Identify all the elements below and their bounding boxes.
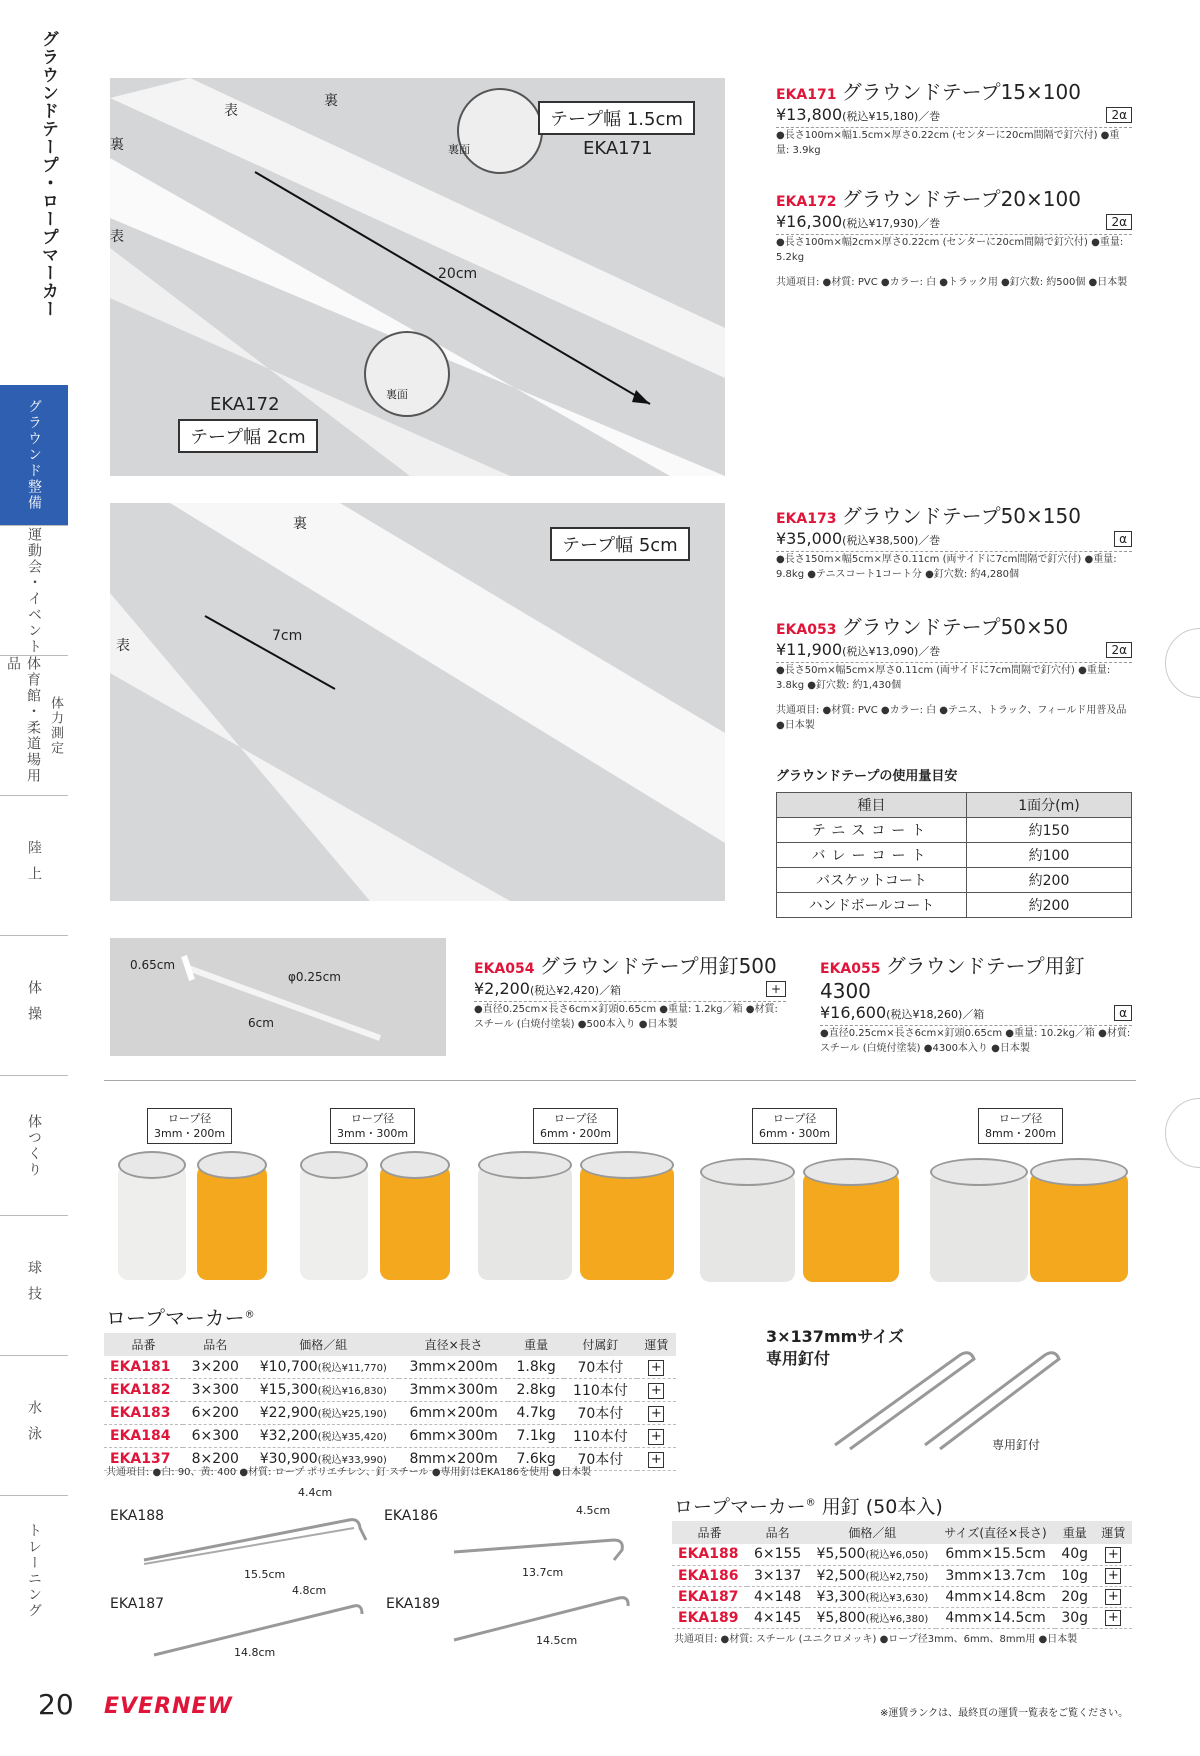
table-row: バスケットコート 約200	[777, 868, 1132, 893]
shipping-rank: 2α	[1106, 214, 1132, 230]
peg-code: EKA188	[110, 1508, 165, 1524]
hole-spacing: 20cm	[438, 266, 478, 282]
shipping-rank: +	[766, 981, 786, 997]
shipping-rank: α	[1114, 531, 1132, 547]
front-label-a: 表	[224, 103, 238, 119]
product-spec: ●長さ50m×幅5cm×厚さ0.11cm (両サイドに7cm間隔で釘穴付) ●重量: 3.8kg ●釘穴数: 約1,430個	[776, 665, 1111, 691]
price: ¥11,900	[776, 640, 843, 659]
price-unit: ／巻	[918, 110, 941, 123]
price: ¥16,300	[776, 212, 843, 231]
footer-note: ※運賃ランクは、最終頁の運賃一覧表をご覧ください。	[880, 1708, 1129, 1719]
tape-width-a: テープ幅 1.5cm	[538, 101, 695, 135]
peg-table-title: ロープマーカー® 用釘 (50本入)	[674, 1496, 943, 1518]
rope-marker-title: ロープマーカー®	[106, 1306, 255, 1330]
tab-gymnastics[interactable]: 体操	[0, 935, 68, 1075]
table-row: バレーコート 約100	[777, 843, 1132, 868]
product-spec: ●長さ100m×幅2cm×厚さ0.22cm (センターに20cm間隔で釘穴付) ●重量: 5.2kg	[776, 237, 1124, 263]
tab-ball[interactable]: 球技	[0, 1215, 68, 1355]
product-name: グラウンドテープ50×50	[841, 615, 1069, 639]
rope-spool-white	[478, 1165, 572, 1280]
product-spec: ●直径0.25cm×長さ6cm×釘頭0.65cm ●重量: 10.2kg／箱 ●材質: スチール (白焼付塗装) ●4300本入り ●日本製	[820, 1028, 1131, 1054]
back-label-a: 裏	[324, 93, 338, 109]
price-unit: ／巻	[918, 217, 941, 230]
product-spec: ●長さ150m×幅5cm×厚さ0.11cm (両サイドに7cm間隔で釘穴付) ●重量: 9.8kg ●テニスコート1コート分 ●釘穴数: 約4,280個	[776, 554, 1117, 580]
product-eka054	[474, 950, 786, 1032]
peg-dim: 4.5cm	[576, 1504, 611, 1517]
product-spec: ●直径0.25cm×長さ6cm×釘頭0.65cm ●重量: 1.2kg／箱 ●材質: スチール (白焼付塗装) ●500本入り ●日本製	[474, 1004, 778, 1030]
shipping-plus-icon: +	[1105, 1610, 1121, 1626]
back-label-b: 裏	[110, 137, 124, 153]
hole-spacing-c: 7cm	[272, 628, 303, 644]
table-row: EKA181 3×200 ¥10,700(税込¥11,770) 3mm×200m 1.8kg 70本付 +	[104, 1356, 676, 1379]
table-row: EKA187 4×148 ¥3,300(税込¥3,630) 4mm×14.8cm 20g +	[672, 1586, 1132, 1607]
tab-track[interactable]: 陸上	[0, 795, 68, 935]
rope-spool-yellow	[197, 1165, 267, 1280]
shipping-plus-icon: +	[1105, 1589, 1121, 1605]
table-row: ハンドボールコート 約200	[777, 893, 1132, 918]
product-eka171	[776, 76, 1132, 158]
special-nail-note: 3×137mmサイズ 専用釘付	[766, 1327, 905, 1368]
divider	[104, 1080, 1136, 1081]
product-code: EKA171	[776, 87, 837, 103]
tape-photo-2	[110, 503, 725, 901]
tab-ground[interactable]: グラウンド整備	[0, 385, 68, 525]
table-row: テニスコート 約150	[777, 818, 1132, 843]
rope-spool-white	[300, 1165, 368, 1280]
price-tax: (税込¥2,420)	[529, 984, 600, 997]
rope-spool-yellow	[803, 1172, 899, 1282]
peg-code: EKA187	[110, 1596, 165, 1612]
tab-training[interactable]: トレーニング	[0, 1495, 68, 1645]
product-eka173	[776, 500, 1132, 582]
rope-label-1: ロープ径 3mm・200m	[147, 1108, 232, 1144]
shipping-plus-icon: +	[648, 1452, 664, 1468]
shipping-plus-icon: +	[648, 1429, 664, 1445]
price-tax: (税込¥18,260)	[886, 1008, 963, 1021]
tab-body[interactable]: 体つくり	[0, 1075, 68, 1215]
nail-head-dim: 0.65cm	[130, 958, 176, 972]
shipping-rank: 2α	[1106, 107, 1132, 123]
shipping-plus-icon: +	[648, 1360, 664, 1376]
price-unit: ／箱	[962, 1008, 985, 1021]
table-row: EKA137 8×200 ¥30,900(税込¥33,990) 8mm×200m 7.6kg 70本付 +	[104, 1448, 676, 1471]
product-spec: ●長さ100m×幅1.5cm×厚さ0.22cm (センターに20cm間隔で釘穴付) ●重量: 3.9kg	[776, 130, 1120, 156]
table-row: EKA184 6×300 ¥32,200(税込¥35,420) 6mm×300m 7.1kg 110本付 +	[104, 1425, 676, 1448]
tab-gym[interactable]: 体育館・柔道場用品 体力測定	[0, 655, 68, 795]
rope-common-spec: 共通項目: ●白: 90、黄: 400 ●材質: ロープ ポリエチレン、釘 スチール ●専用釘はEKA186を使用 ●日本製	[106, 1467, 592, 1478]
rope-label-2: ロープ径 3mm・300m	[330, 1108, 415, 1144]
price-tax: (税込¥15,180)	[842, 110, 919, 123]
usage-table: 種目 1面分(m) テニスコート 約150 バレーコート 約100 バスケットコート 約200 ハンドボールコート 約200	[776, 792, 1132, 918]
shipping-rank: α	[1114, 1005, 1132, 1021]
front-label-b: 表	[110, 229, 124, 245]
rope-label-4: ロープ径 6mm・300m	[752, 1108, 837, 1144]
nail-diameter-dim: φ0.25cm	[288, 970, 341, 984]
rope-marker-table: 品番 品名 価格／組 直径×長さ 重量 付属釘 運賃 EKA181 3×200 ¥10,700(税込¥11,770) 3mm×200m 1.8kg 70本付 + EKA182 3×300 ¥15,300(税込¥16,830) 3mm×300m 2.8kg 110本付 + EKA183 6×200 ¥22,900(税込¥25,190) 6mm×200m 4.7kg 70本付 + EKA184 6×300 ¥32,200(税込¥35,420) 6mm×300m 7.1kg 110本付 + EKA137 8×200 ¥30,900(税込¥33,990) 8mm×200m 7.6kg 70本付 +	[104, 1333, 676, 1471]
back-face-a: 裏面	[448, 143, 470, 156]
table-row: EKA186 3×137 ¥2,500(税込¥2,750) 3mm×13.7cm 10g +	[672, 1565, 1132, 1586]
tape-illustration	[110, 503, 725, 901]
tape-width-b: テープ幅 2cm	[178, 419, 318, 453]
peg-dim: 4.8cm	[292, 1584, 327, 1597]
tape-code-b: EKA172	[210, 394, 280, 415]
nail-length-dim: 6cm	[248, 1016, 274, 1030]
price: ¥13,800	[776, 105, 843, 124]
nail-illustration	[110, 938, 446, 1056]
table-row: EKA189 4×145 ¥5,800(税込¥6,380) 4mm×14.5cm 30g +	[672, 1607, 1132, 1628]
binder-hole	[1165, 1098, 1200, 1168]
peg-code: EKA186	[384, 1508, 439, 1524]
rope-spool-white	[930, 1172, 1028, 1282]
shipping-plus-icon: +	[648, 1406, 664, 1422]
product-code: EKA172	[776, 194, 837, 210]
nail-photo	[110, 938, 446, 1056]
brand-logo: EVERNEW	[104, 1694, 233, 1719]
peg-code: EKA189	[386, 1596, 441, 1612]
price-tax: (税込¥17,930)	[842, 217, 919, 230]
product-eka055	[820, 950, 1132, 1056]
price: ¥16,600	[820, 1003, 887, 1022]
price: ¥2,200	[474, 979, 530, 998]
shipping-rank: 2α	[1106, 642, 1132, 658]
peg-dim: 15.5cm	[244, 1568, 286, 1581]
rope-spool-yellow	[1030, 1172, 1128, 1282]
product-name: グラウンドテープ用釘4300	[820, 954, 1085, 1003]
rope-spool-yellow	[580, 1165, 674, 1280]
product-code: EKA054	[474, 961, 535, 977]
rope-label-3: ロープ径 6mm・200m	[533, 1108, 618, 1144]
product-name: グラウンドテープ50×150	[841, 504, 1081, 528]
usage-title: グラウンドテープの使用量目安	[776, 769, 958, 784]
peg-dim: 13.7cm	[522, 1566, 564, 1579]
tab-events[interactable]: 運動会・イベント	[0, 525, 68, 655]
product-code: EKA173	[776, 511, 837, 527]
product-name: グラウンドテープ用釘500	[539, 954, 777, 978]
product-code: EKA055	[820, 961, 881, 977]
price-unit: ／箱	[599, 984, 622, 997]
front-label-c: 表	[116, 638, 130, 654]
rope-label-5: ロープ径 8mm・200m	[978, 1108, 1063, 1144]
price: ¥35,000	[776, 529, 843, 548]
price-tax: (税込¥38,500)	[842, 534, 919, 547]
price-tax: (税込¥13,090)	[842, 645, 919, 658]
usage-section	[776, 765, 1132, 918]
tab-swim[interactable]: 水泳	[0, 1355, 68, 1495]
peg-dim: 14.5cm	[536, 1634, 578, 1647]
common-spec-2: 共通項目: ●材質: PVC ●カラー: 白 ●テニス、トラック、フィールド用普及品 ●日本製	[776, 705, 1127, 731]
peg-dim: 4.4cm	[298, 1486, 333, 1499]
product-eka053	[776, 611, 1132, 733]
back-label-c: 裏	[293, 516, 307, 532]
rope-spool-white	[118, 1165, 186, 1280]
special-nail-tag: 専用釘付	[992, 1438, 1041, 1452]
price-unit: ／巻	[918, 645, 941, 658]
price-unit: ／巻	[918, 534, 941, 547]
peg-dim: 14.8cm	[234, 1646, 276, 1659]
shipping-plus-icon: +	[648, 1383, 664, 1399]
product-name: グラウンドテープ20×100	[841, 187, 1081, 211]
binder-hole	[1165, 628, 1200, 698]
product-eka172	[776, 183, 1132, 290]
product-name: グラウンドテープ15×100	[841, 80, 1081, 104]
tape-width-c: テープ幅 5cm	[550, 527, 690, 561]
back-face-b: 裏面	[386, 388, 408, 401]
tape-code-a: EKA171	[583, 138, 653, 159]
page-number: 20	[38, 1688, 74, 1721]
shipping-plus-icon: +	[1105, 1568, 1121, 1584]
rope-spool-white	[700, 1172, 795, 1282]
table-row: EKA182 3×300 ¥15,300(税込¥16,830) 3mm×300m 2.8kg 110本付 +	[104, 1379, 676, 1402]
peg-table: 品番 品名 価格／組 サイズ(直径×長さ) 重量 運賃 EKA188 6×155 ¥5,500(税込¥6,050) 6mm×15.5cm 40g + EKA186 3×137 ¥2,500(税込¥2,750) 3mm×13.7cm 10g + EKA187 4×148 ¥3,300(税込¥3,630) 4mm×14.8cm 20g + EKA189 4×145 ¥5,800(税込¥6,380) 4mm×14.5cm 30g +	[672, 1521, 1132, 1629]
table-row: EKA188 6×155 ¥5,500(税込¥6,050) 6mm×15.5cm 40g +	[672, 1544, 1132, 1565]
table-row: EKA183 6×200 ¥22,900(税込¥25,190) 6mm×200m 4.7kg 70本付 +	[104, 1402, 676, 1425]
rope-spool-yellow	[380, 1165, 450, 1280]
section-title: グラウンドテープ・ロープマーカー	[38, 30, 58, 318]
peg-common-spec: 共通項目: ●材質: スチール (ユニクロメッキ) ●ロープ径3mm、6mm、8mm用 ●日本製	[674, 1634, 1078, 1645]
tape-photo-1	[110, 78, 725, 476]
common-spec-1: 共通項目: ●材質: PVC ●カラー: 白 ●トラック用 ●釘穴数: 約500個 ●日本製	[776, 277, 1128, 288]
product-code: EKA053	[776, 622, 837, 638]
shipping-plus-icon: +	[1105, 1547, 1121, 1563]
